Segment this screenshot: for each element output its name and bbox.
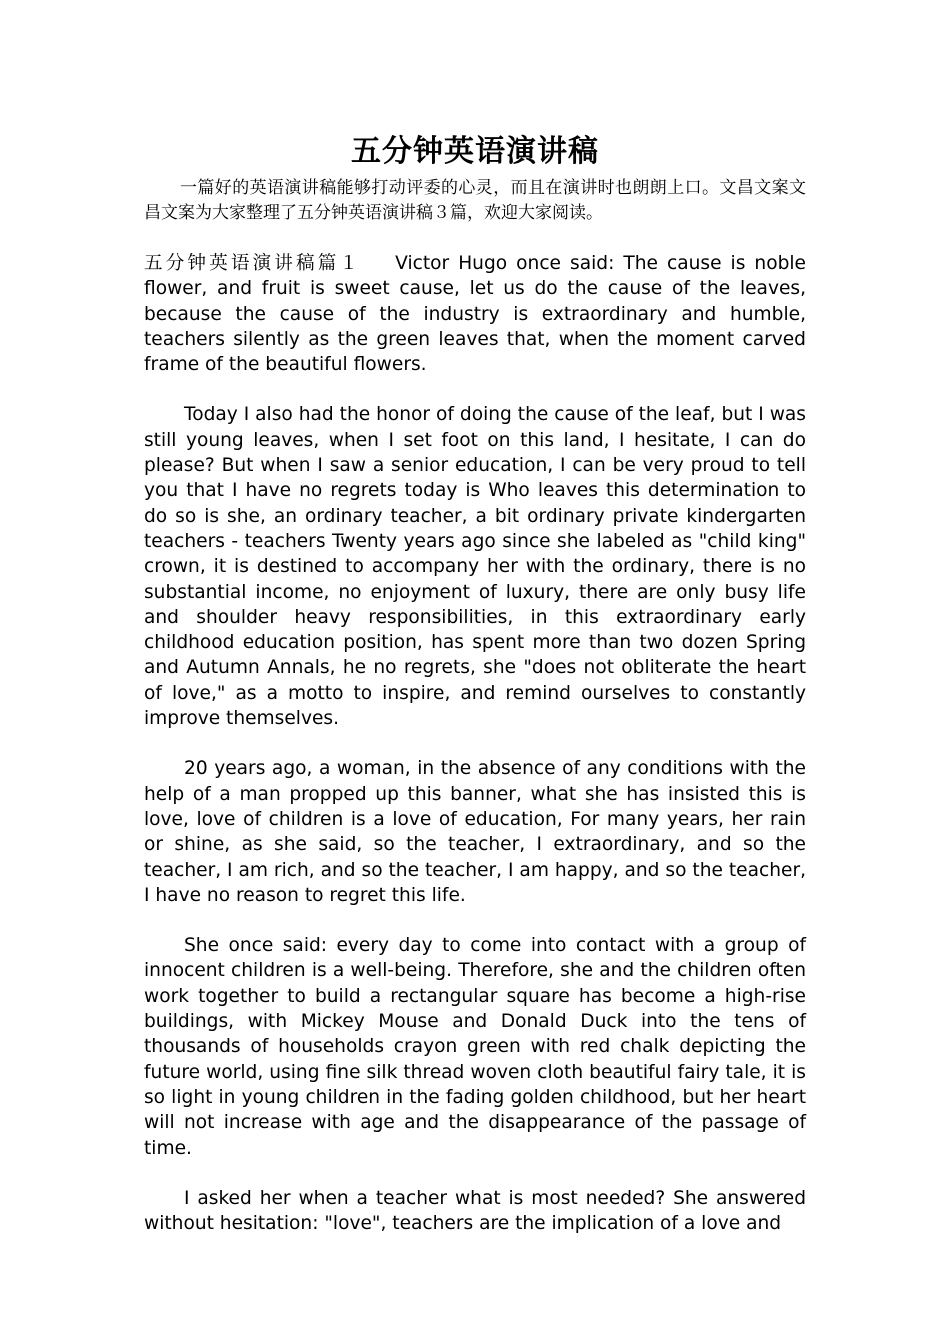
body-paragraph-4: She once said: every day to come into contact with a group of innocent children is a well-being. Therefore, she and the children often work together to build a rectangular square has become a high-rise buildings, with Mickey Mouse and Donald Duck into the tens of thousands of households crayon green with red chalk depicting the future world, using fine silk thread woven cloth beautiful fairy tale, it is so light in young children in the fading golden childhood, but her heart will not increase with age and the disappearance of the passage of time.: [144, 935, 806, 1159]
paragraph-text: Victor Hugo once said: The cause is noble flower, and fruit is sweet cause, let us do the cause of the leaves, because the cause of the industry is extraordinary and humble, teachers silently as the green leaves that, when the moment carved frame of the beautiful flowers.: [144, 253, 806, 376]
section-label: 五分钟英语演讲稿篇１: [144, 253, 362, 274]
document-page: [144, 128, 806, 1261]
paragraph-spacer: [144, 226, 806, 251]
intro-paragraph: 一篇好的英语演讲稿能够打动评委的心灵，而且在演讲时也朗朗上口。文昌文案文昌文案为大家整理了五分钟英语演讲稿３篇，欢迎大家阅读。: [144, 178, 806, 223]
body-paragraph-5: I asked her when a teacher what is most needed? She answered without hesitation: "love", teachers are the implication of a love and: [144, 1187, 806, 1235]
body-paragraph-2: Today I also had the honor of doing the cause of the leaf, but I was still young leaves, when I set foot on this land, I hesitate, I can do please? But when I saw a senior education, I can be very proud to tell you that I have no regrets today is Who leaves this determination to do so is she, an ordinary teacher, a bit ordinary private kindergarten teachers - teachers Twenty years ago since she labeled as "child king" crown, it is destined to accompany her with the ordinary, there is no substantial income, no enjoyment of luxury, there are only busy life and shoulder heavy responsibilities, in this extraordinary early childhood education position, has spent more than two dozen Spring and Autumn Annals, he no regrets, she "does not obliterate the heart of love," as a motto to inspire, and remind ourselves to constantly improve themselves.: [144, 404, 806, 730]
body-paragraph-1: [144, 251, 806, 377]
body-paragraph-3: 20 years ago, a woman, in the absence of any conditions with the help of a man propped up this banner, what she has insisted this is love, love of children is a love of education, For many years, her rain or shine, as she said, so the teacher, I extraordinary, and so the teacher, I am rich, and so the teacher, I am happy, and so the teacher, I have no reason to regret this life.: [144, 758, 806, 906]
document-title: 五分钟英语演讲稿: [351, 134, 599, 169]
